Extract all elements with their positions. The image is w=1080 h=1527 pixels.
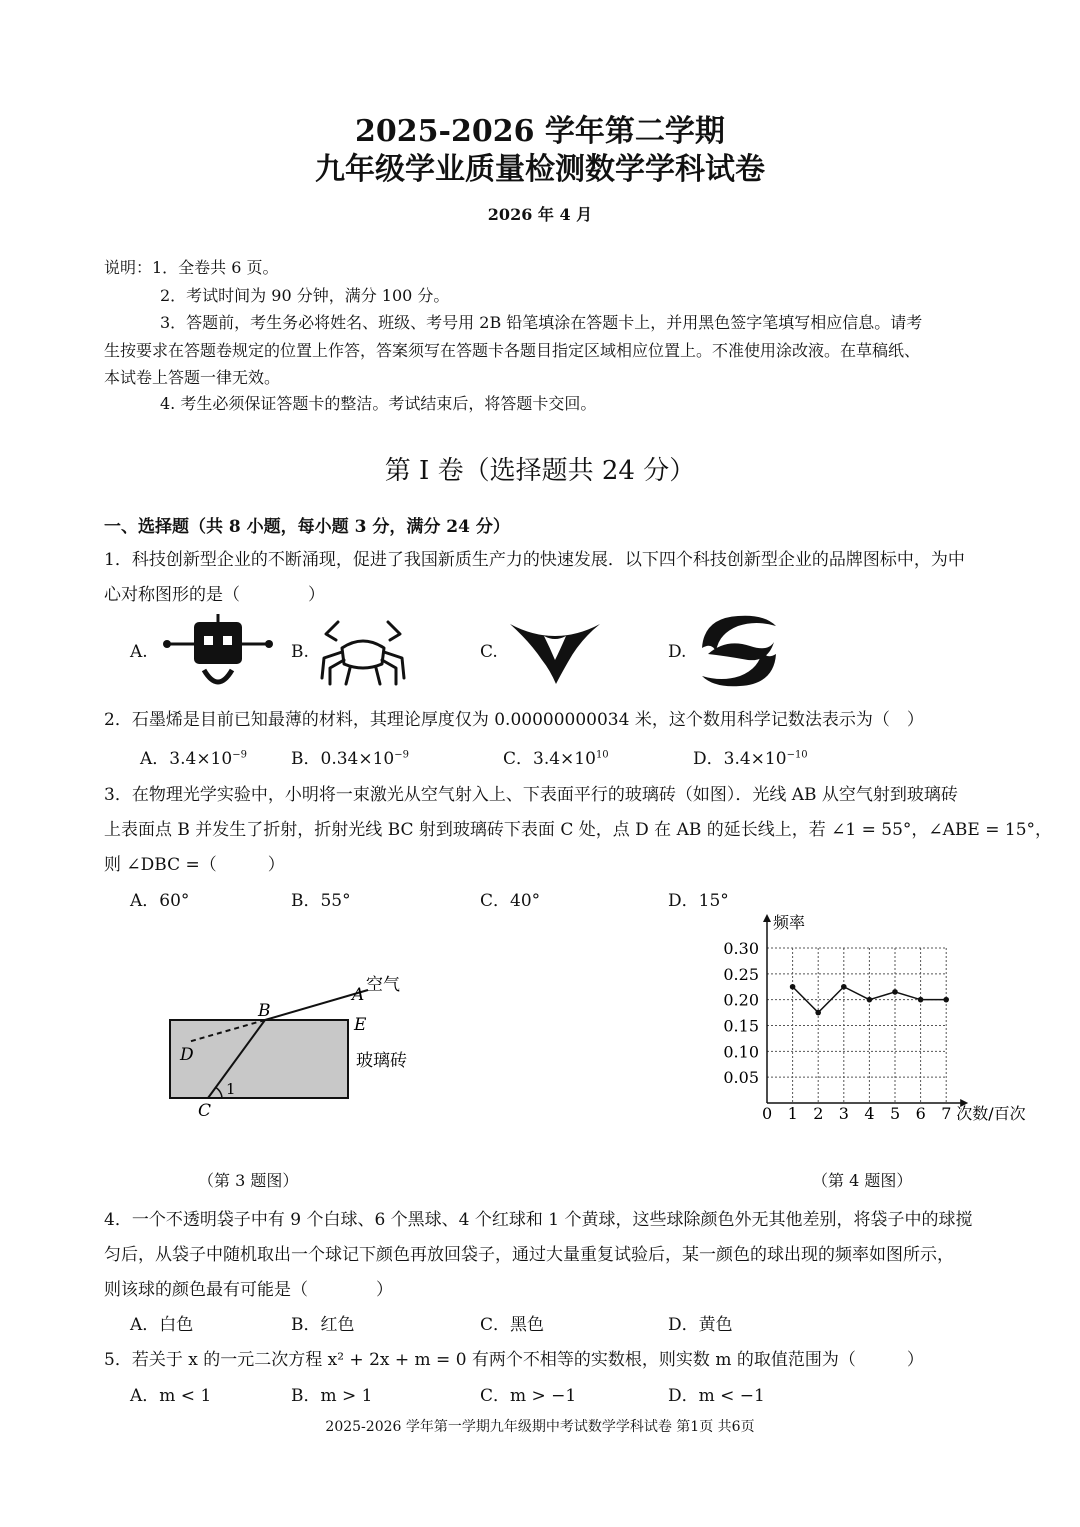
q3-stem-line1: 3．在物理光学实验中，小明将一束激光从空气射入上、下表面平行的玻璃砖（如图）．光线 AB 从空气射到玻璃砖 — [104, 785, 958, 805]
q1-option-c-label: C. — [480, 642, 498, 662]
data-point — [943, 997, 949, 1003]
q3-figure — [150, 960, 440, 1130]
data-point — [841, 984, 847, 990]
q4-caption: （第 4 题图） — [812, 1171, 913, 1190]
q2-stem: 2．石墨烯是目前已知最薄的材料，其理论厚度仅为 0.00000000034 米，这个数用科学记数法表示为（ ） — [104, 710, 924, 730]
q4-option-a: A．白色 — [130, 1315, 194, 1335]
y-tick-label: 0.25 — [723, 964, 759, 984]
x-tick-label: 0 — [762, 1104, 773, 1123]
q4-stem-line3: 则该球的颜色最有可能是（ ） — [104, 1280, 393, 1300]
x-tick-label: 2 — [813, 1104, 824, 1123]
note-1: 说明：1．全卷共 6 页。 — [104, 258, 279, 277]
q5-option-d: D．m < −1 — [668, 1386, 765, 1406]
y-tick-label: 0.20 — [723, 990, 759, 1010]
note-3-line1: 3．答题前，考生务必将姓名、班级、考号用 2B 铅笔填涂在答题卡上，并用黑色签字笔填写相应信息。请考 — [160, 313, 923, 332]
chart-ylabel: 频率 — [773, 913, 806, 932]
q3-stem-line2: 上表面点 B 并发生了折射，折射光线 BC 射到玻璃砖下表面 C 处，点 D 在 AB 的延长线上，若 ∠1 = 55°，∠ABE = 15°， — [104, 820, 1053, 840]
section-title: 第 I 卷（选择题共 24 分） — [384, 456, 696, 486]
q3-option-c: C．40° — [480, 891, 541, 911]
x-tick-label: 5 — [890, 1104, 901, 1123]
q1-option-b-label: B. — [291, 642, 309, 662]
q1-option-d-label: D. — [668, 642, 687, 662]
q1-stem-line1: 1．科技创新型企业的不断涌现，促进了我国新质生产力的快速发展．以下四个科技创新型企业的品牌图标中，为中 — [104, 550, 965, 570]
robot-logo-icon — [162, 612, 274, 692]
data-point — [918, 997, 924, 1003]
label-glass: 玻璃砖 — [356, 1051, 407, 1071]
q2-option-c: C．$3.4\times 10^{10}$ — [503, 749, 609, 769]
label-angle-1: 1 — [226, 1080, 236, 1098]
q3-stem-line3: 则 ∠DBC =（ ） — [104, 855, 285, 875]
q4-stem-line1: 4．一个不透明袋子中有 9 个白球、6 个黑球、4 个红球和 1 个黄球，这些球除颜色外无其他差别，将袋子中的球搅 — [104, 1210, 973, 1230]
x-tick-label: 7 — [941, 1104, 952, 1123]
y-tick-label: 0.30 — [723, 939, 759, 958]
q3-option-d: D．15° — [668, 891, 729, 911]
q5-option-b: B．m > 1 — [291, 1386, 373, 1406]
data-point — [815, 1010, 821, 1016]
part-heading: 一、选择题（共 8 小题，每小题 3 分，满分 24 分） — [104, 517, 510, 537]
y-tick-label: 0.10 — [723, 1042, 759, 1062]
x-tick-label: 3 — [838, 1104, 849, 1123]
swirl-logo-icon — [698, 612, 780, 690]
chart-grid — [767, 948, 946, 1103]
q3-option-b: B．55° — [291, 891, 351, 911]
label-a: A — [352, 985, 365, 1005]
q5-option-a: A．m < 1 — [130, 1386, 212, 1406]
q1-stem-line2: 心对称图形的是（ ） — [104, 585, 325, 605]
q4-option-b: B．红色 — [291, 1315, 355, 1335]
q4-option-c: C．黑色 — [480, 1315, 545, 1335]
label-e: E — [354, 1015, 367, 1035]
crab-logo-icon — [318, 618, 408, 688]
q4-option-d: D．黄色 — [668, 1315, 733, 1335]
chart-ticks — [723, 939, 951, 1123]
data-point — [892, 989, 898, 995]
label-b: B — [258, 1001, 271, 1021]
y-tick-label: 0.05 — [723, 1068, 759, 1088]
label-air: 空气 — [366, 975, 400, 995]
label-c: C — [198, 1101, 212, 1121]
chart-xlabel: 次数/百次 — [956, 1104, 1026, 1123]
q3-caption: （第 3 题图） — [198, 1171, 299, 1190]
q2-option-b: B．$0.34\times 10^{-9}$ — [291, 749, 409, 769]
q5-stem: 5．若关于 x 的一元二次方程 x² + 2x + m = 0 有两个不相等的实数根，则实数 m 的取值范围为（ ） — [104, 1350, 924, 1370]
q5-option-c: C．m > −1 — [480, 1386, 577, 1406]
q4-stem-line2: 匀后，从袋子中随机取出一个球记下颜色再放回袋子，通过大量重复试验后，某一颜色的球出现的频率如图所示， — [104, 1245, 954, 1265]
q4-chart — [722, 908, 1052, 1130]
x-tick-label: 4 — [864, 1104, 875, 1123]
y-tick-label: 0.15 — [723, 1016, 759, 1036]
chart-axes — [763, 914, 968, 1107]
glass-block — [170, 1020, 348, 1098]
note-3-line3: 本试卷上答题一律无效。 — [104, 368, 281, 387]
q2-option-a: A．$3.4\times 10^{-9}$ — [140, 749, 247, 769]
data-point — [790, 984, 796, 990]
note-4: 4. 考生必须保证答题卡的整洁。考试结束后，将答题卡交回。 — [160, 394, 597, 413]
exam-title-line2: 九年级学业质量检测数学学科试卷 — [315, 152, 765, 187]
label-d: D — [180, 1045, 194, 1065]
exam-date: 2026 年 4 月 — [487, 205, 593, 224]
y-axis-arrow — [763, 914, 771, 922]
page-footer: 2025-2026 学年第一学期九年级期中考试数学学科试卷 第1页 共6页 — [325, 1419, 755, 1435]
note-2: 2．考试时间为 90 分钟，满分 100 分。 — [160, 286, 450, 305]
exam-title-line1: 2025-2026 学年第二学期 — [355, 114, 725, 149]
data-point — [867, 997, 873, 1003]
q3-option-a: A．60° — [130, 891, 190, 911]
x-tick-label: 6 — [915, 1104, 926, 1123]
tripod-logo-icon — [508, 620, 602, 686]
note-3-line2: 生按要求在答题卷规定的位置上作答，答案须写在答题卡各题目指定区域相应位置上。不准使用涂改液。在草稿纸、 — [104, 341, 921, 360]
x-tick-label: 1 — [787, 1104, 798, 1123]
q2-option-d: D．$3.4\times 10^{-10}$ — [693, 749, 808, 769]
q1-option-a-label: A. — [130, 642, 148, 662]
